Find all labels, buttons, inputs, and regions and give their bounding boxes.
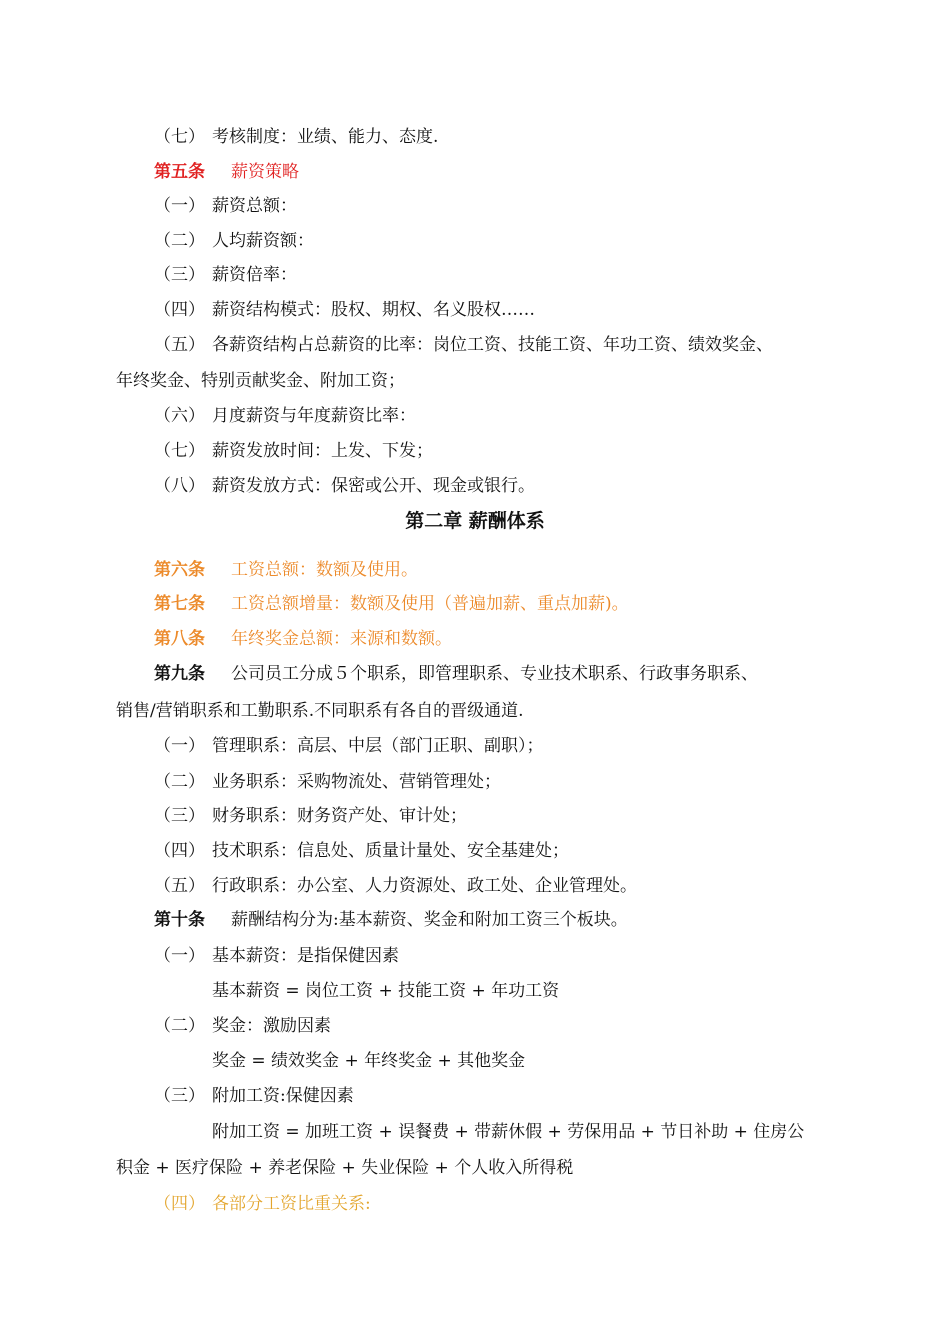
- item-text: 基本薪资：是指保健因素: [212, 946, 399, 966]
- item-marker: （二）: [154, 231, 205, 251]
- list-item: [0, 1011, 950, 1041]
- item-marker: （七）: [154, 127, 205, 147]
- item-marker: （五）: [154, 876, 205, 896]
- item-marker: （三）: [154, 265, 205, 285]
- list-item: [0, 471, 950, 501]
- item-text: 考核制度：业绩、能力、态度.: [212, 127, 439, 147]
- list-item: [0, 801, 950, 831]
- item-text: 技术职系：信息处、质量计量处、安全基建处；: [212, 841, 569, 861]
- item-marker: （二）: [154, 772, 205, 792]
- item-text: 各部分工资比重关系:: [212, 1194, 371, 1214]
- list-item-continuation: [0, 366, 950, 396]
- item-marker: （七）: [154, 441, 205, 461]
- article-paragraph: [0, 659, 950, 689]
- article-text: 薪酬结构分为:基本薪资、奖金和附加工资三个板块。: [231, 910, 628, 930]
- item-text: 薪资结构模式：股权、期权、名义股权……: [212, 300, 535, 320]
- article-heading: [0, 624, 950, 654]
- article-number: 第五条: [154, 162, 205, 182]
- article-number: 第七条: [154, 594, 205, 614]
- list-item: [0, 295, 950, 325]
- article-number: 第十条: [154, 910, 205, 930]
- list-item: [0, 1081, 950, 1111]
- formula-text: 奖金 = 绩效奖金 + 年终奖金 + 其他奖金: [212, 1051, 526, 1071]
- article-text: 薪资策略: [231, 162, 299, 182]
- article-number: 第八条: [154, 629, 205, 649]
- formula-line: [0, 1046, 950, 1076]
- article-text: 工资总额：数额及使用。: [231, 560, 418, 580]
- article-paragraph: [0, 905, 950, 935]
- list-item: [0, 767, 950, 797]
- chapter-title: [0, 506, 950, 536]
- item-marker: （一）: [154, 736, 205, 756]
- item-marker: （四）: [154, 1194, 205, 1214]
- item-marker: （八）: [154, 476, 205, 496]
- item-text: 各薪资结构占总薪资的比率：岗位工资、技能工资、年功工资、绩效奖金、: [212, 335, 773, 355]
- item-text: 管理职系：高层、中层（部门正职、副职）；: [212, 736, 544, 756]
- formula-text: 基本薪资 = 岗位工资 + 技能工资 + 年功工资: [212, 981, 560, 1001]
- item-text: 月度薪资与年度薪资比率：: [212, 406, 416, 426]
- list-item: [0, 436, 950, 466]
- item-marker: （二）: [154, 1016, 205, 1036]
- list-item: [0, 941, 950, 971]
- article-heading: [0, 555, 950, 585]
- item-marker: （一）: [154, 196, 205, 216]
- chapter-title-text: 第二章 薪酬体系: [405, 510, 545, 532]
- item-text: 财务职系：财务资产处、审计处；: [212, 806, 467, 826]
- article-text: 公司员工分成５个职系，即管理职系、专业技术职系、行政事务职系、: [231, 664, 758, 684]
- item-text: 薪资倍率：: [212, 265, 297, 285]
- item-marker: （五）: [154, 335, 205, 355]
- item-text: 薪资发放方式：保密或公开、现金或银行。: [212, 476, 535, 496]
- item-text: 行政职系：办公室、人力资源处、政工处、企业管理处。: [212, 876, 637, 896]
- item-marker: （四）: [154, 841, 205, 861]
- item-text: 薪资总额：: [212, 196, 297, 216]
- item-text: 奖金：激励因素: [212, 1016, 331, 1036]
- item-text: 附加工资:保健因素: [212, 1086, 354, 1106]
- list-item: [0, 401, 950, 431]
- article-continuation-text: 销售/营销职系和工勤职系.不同职系有各自的晋级通道.: [116, 701, 524, 721]
- article-heading: [0, 157, 950, 187]
- list-item: [0, 330, 950, 360]
- item-marker: （三）: [154, 1086, 205, 1106]
- formula-continuation: [0, 1153, 950, 1183]
- item-marker: （四）: [154, 300, 205, 320]
- article-continuation: [0, 696, 950, 726]
- list-item: [0, 836, 950, 866]
- item-continuation-text: 年终奖金、特别贡献奖金、附加工资；: [116, 371, 405, 391]
- list-item: [0, 1189, 950, 1219]
- item-text: 业务职系：采购物流处、营销管理处；: [212, 772, 501, 792]
- article-heading: [0, 589, 950, 619]
- formula-line: [0, 976, 950, 1006]
- item-marker: （三）: [154, 806, 205, 826]
- item-text: 人均薪资额：: [212, 231, 314, 251]
- formula-continuation-text: 积金 + 医疗保险 + 养老保险 + 失业保险 + 个人收入所得税: [116, 1158, 574, 1178]
- item-text: 薪资发放时间：上发、下发；: [212, 441, 433, 461]
- list-item: [0, 122, 950, 152]
- list-item: [0, 226, 950, 256]
- list-item: [0, 871, 950, 901]
- formula-line: [0, 1117, 950, 1147]
- article-number: 第六条: [154, 560, 205, 580]
- list-item: [0, 731, 950, 761]
- item-marker: （一）: [154, 946, 205, 966]
- item-marker: （六）: [154, 406, 205, 426]
- article-text: 工资总额增量：数额及使用（普遍加薪、重点加薪)。: [231, 594, 629, 614]
- article-text: 年终奖金总额：来源和数额。: [231, 629, 452, 649]
- list-item: [0, 260, 950, 290]
- formula-text: 附加工资 = 加班工资 + 误餐费 + 带薪休假 + 劳保用品 + 节日补助 + 住房公: [212, 1122, 805, 1142]
- article-number: 第九条: [154, 664, 205, 684]
- list-item: [0, 191, 950, 221]
